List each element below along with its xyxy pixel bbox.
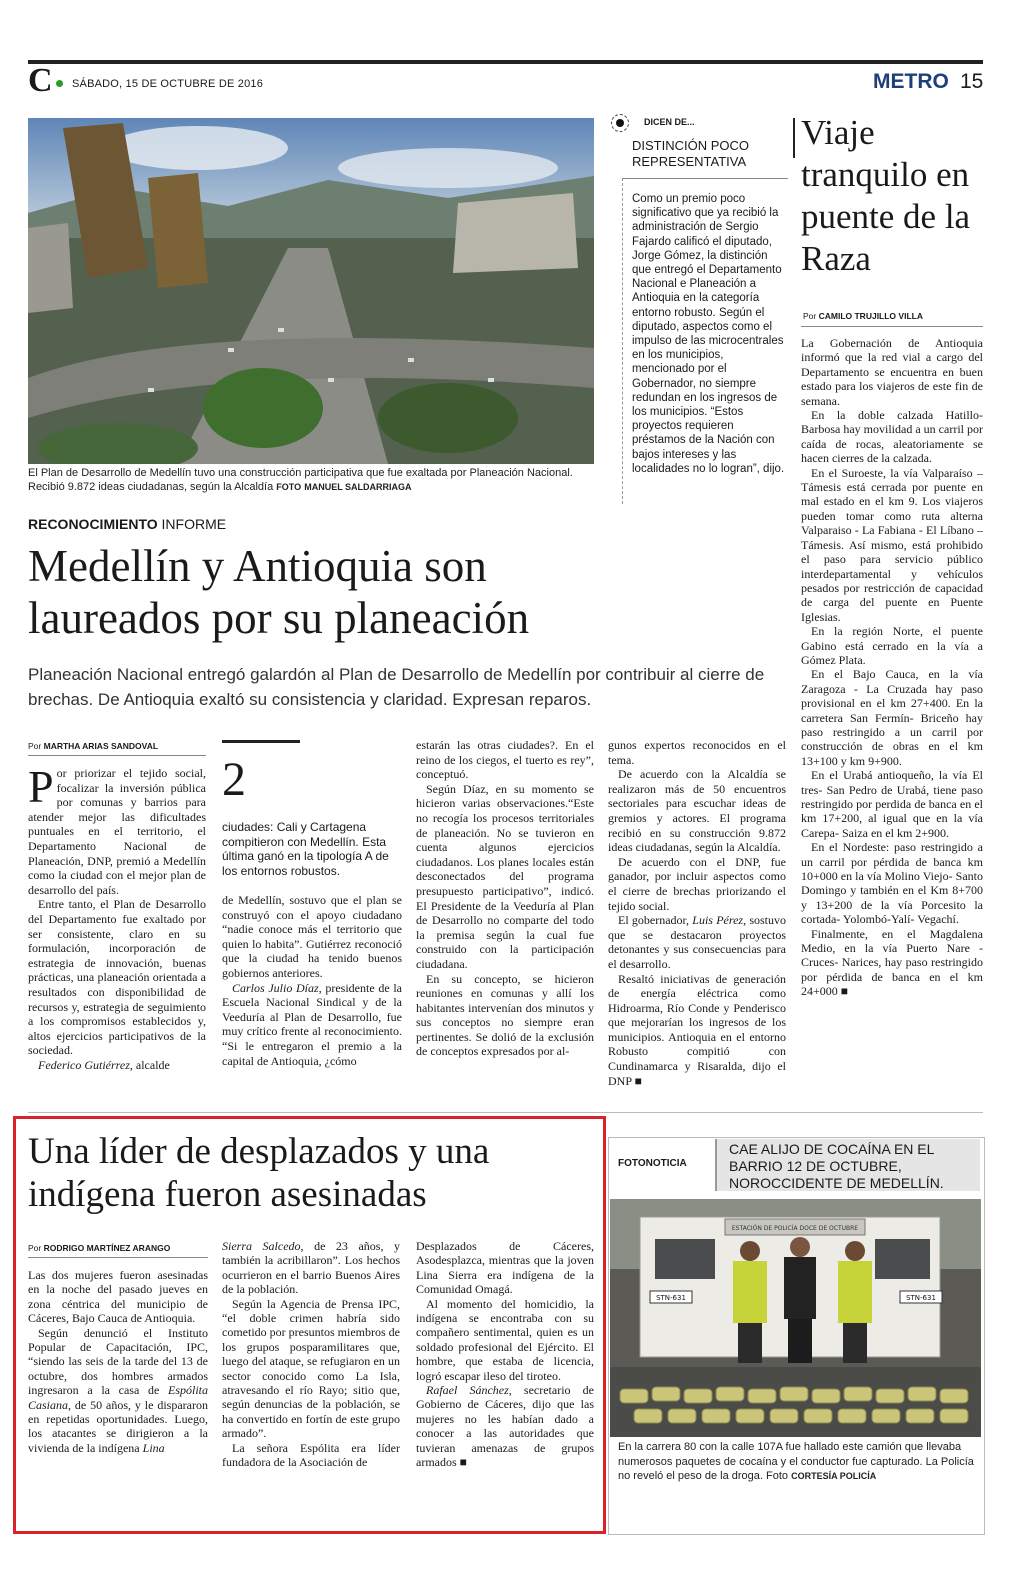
- dicen-body: Como un premio poco significativo que ya recibió la administración de Sergio Fajardo calificó el diputado, Jorge Gómez, la distinción que entregó el Departamento Nacional e Planeación a Antioquia en la categoría entorno robusto. Según el diputado, aspectos como el impulso de las microcentrales en los municipios, mencionado por el Gobernador, no siempre redundan en los ingresos de los municipios. “Estos proyectos requieren préstamos de la Nación con bajos intereses y las localidades no lo logran”, dijo.: [632, 193, 785, 475]
- viaje-p8: [801, 927, 983, 999]
- col4-p4-a: El gobernador,: [618, 913, 693, 928]
- main-col3-p2: Según Díaz, en su momento se hicieron varias observaciones.“Este no recogía los procesos territoriales de planeación. No se tuvieron en cuenta algunos ejercicios ciudadanos. Los planes locales están desconectados del programa presupuesto participativo”, indicó. El Presidente de la Veeduría al Plan de Desarrollo no comparte del todo la premisa según la cual fue construido con la participación ciudadana.: [416, 781, 594, 971]
- viaje-headline: Viaje tranquilo en puente de la Raza: [801, 113, 971, 278]
- main-photo: [28, 118, 594, 464]
- main-col-1: [28, 761, 206, 1072]
- dicen-rule: [622, 178, 788, 179]
- lider-col-2: [222, 1239, 400, 1470]
- end-mark: ■: [840, 984, 849, 999]
- byline-por: Por: [28, 741, 42, 751]
- main-dek: Planeación Nacional entregó galardón al Plan de Desarrollo de Medellín por contribuir al cierre de brechas. De Antioquia exaltó su consistencia y claridad. Expresan reparos.: [28, 665, 765, 709]
- person-name: Federico Gutiérrez: [38, 1057, 130, 1072]
- drop-cap: P: [28, 761, 54, 812]
- lider-col-1: [28, 1268, 208, 1455]
- col4-p5-text: Resaltó iniciativas de generación de energía eléctrica como Hidroarma, Río Conde y Penderisco que mejorarían los ingresos de los municipios. Antioquia en el entorno Robusto compitió con Cundinamarca y Risaralda, dijo el DNP: [608, 971, 786, 1088]
- dicen-border: [622, 178, 624, 504]
- lider-headline: Una líder de desplazados y una indígena fueron asesinadas: [28, 1131, 490, 1215]
- main-col3-p1: estarán las otras ciudades?. En el reino de los ciegos, el tuerto es rey”, conceptuó.: [416, 738, 594, 782]
- truck-sign: ESTACIÓN DE POLICÍA DOCE DE OCTUBRE: [731, 1225, 859, 1232]
- col1-p1-text: or priorizar el tejido social, focalizar la inversión pública por comunas y barrios para atender mejor las dificultades puntuales en el territorio, el Departamento Nacional de Planeación, DNP, premió a Medellín como la ciudad con el mejor plan de desarrollo del país.: [28, 766, 206, 897]
- logo-dot: [56, 80, 63, 87]
- end-mark: ■: [459, 1455, 467, 1470]
- viaje-p8-text: Finalmente, en el Magdalena Medio, en la vía Puerto Nare - Cruces- Narices, hay paso restringido por pérdida de banca en el km 24+000: [801, 926, 983, 999]
- fotonoticia-label: FOTONOTICIA: [618, 1158, 687, 1169]
- main-byline-rule: [28, 755, 206, 756]
- viaje-p1: La Gobernación de Antioquia informó que la red vial a cargo del Departamento se encuentra en buen estado para los viajeros de este fin de semana.: [801, 336, 983, 408]
- lider-col3-p2: Al momento del homicidio, la indígena se encontraba con su compañero sentimental, quien es un soldado profesional del Ejército. El hombre, que estaba de licencia, logró escapar ileso del tiroteo.: [416, 1296, 594, 1383]
- byline-por: Por: [28, 1243, 42, 1253]
- lider-col-3: [416, 1239, 594, 1470]
- person-name: Rafael Sánchez: [426, 1383, 509, 1398]
- viaje-p7: En el Nordeste: paso restringido a un carril por pérdida de banca km 10+000 en la vía Molino Viejo- Santo Domingo y también en el Km 8+700 y 13+200 de la vía Porcesito la cortada- Yolombó-Yalí- Vegachí.: [801, 840, 983, 927]
- main-col2-p2: [222, 981, 402, 1069]
- kicker-bold: RECONOCIMIENTO: [28, 516, 158, 532]
- person-name: Luis Pérez: [692, 913, 744, 928]
- section-name: METRO: [873, 70, 949, 93]
- page-number: 15: [960, 70, 984, 93]
- viaje-p4: En la región Norte, el puente Gabino está cerrado en la vía a Gómez Plata.: [801, 624, 983, 667]
- main-col-3: [416, 738, 594, 1059]
- lider-col3-p3: [416, 1383, 594, 1469]
- newspaper-logo: C: [28, 62, 53, 99]
- lider-col2-p1: [222, 1239, 400, 1297]
- caption-text: En la carrera 80 con la calle 107A fue hallado este camión que llevaba numerosos paquetes de cocaína y el conductor fue capturado. La Policía no reveló el peso de la droga. Foto: [618, 1441, 974, 1482]
- dicen-label: DICEN DE...: [644, 117, 695, 127]
- speech-icon-dot: [616, 119, 624, 127]
- viaje-body: [801, 336, 983, 999]
- lider-col1-p1: Las dos mujeres fueron asesinadas en la noche del pasado jueves en zona céntrica del municipio de Cáceres, Bajo Cauca de Antioquia.: [28, 1268, 208, 1326]
- viaje-rule: [801, 326, 983, 327]
- main-headline: Medellín y Antioquia son laureados por su planeación: [28, 541, 530, 643]
- issue-date: SÁBADO, 15 DE OCTUBRE DE 2016: [72, 78, 264, 90]
- col2-p2-text: , presidente de la Escuela Nacional Sindical y de la Veeduría al Plan de Desarrollo, fue muy crítico frente al reconocimiento. “Si le entregaron el premio a la capital de Antioquia, ¿cómo: [222, 980, 402, 1068]
- main-col2-p1: de Medellín, sostuvo que el plan se construyó con el apoyo ciudadano “nadie conoce más el territorio que quien lo habita”. Gutiérrez reconoció que la ciudad ha tenido buenos gobiernos anteriores.: [222, 893, 402, 980]
- main-col-2: [222, 893, 402, 1068]
- main-col4-p5: [608, 972, 786, 1089]
- photo-credit-label: FOTO: [276, 482, 302, 492]
- fotonoticia-photo: [610, 1199, 981, 1437]
- main-byline: [28, 741, 158, 751]
- main-col1-p3: [28, 1058, 206, 1073]
- col2-p1-text: , de 23 años, y también la acribillaron”. Los hechos ocurrieron en el barrio Buenos Aires de la población.: [222, 1239, 400, 1297]
- main-col1-p2: Entre tanto, el Plan de Desarrollo del Departamento fue exaltado por ser consistente, claro en su formulación, incorporación de estrategia de innovación, buenas prácticas, una planeación orientada a resultados con disponibilidad de recursos y, estrategia de seguimiento a los compromisos establecidos y, altos ejercicios participativos de la sociedad.: [28, 897, 206, 1058]
- kicker-text: INFORME: [161, 516, 227, 532]
- viaje-accent: [793, 118, 795, 158]
- person-name: Lina: [142, 1440, 165, 1455]
- fotonoticia-caption: [618, 1440, 978, 1484]
- lider-col2-p3: La señora Espólita era líder fundadora de la Asociación de: [222, 1440, 400, 1470]
- main-col-4: [608, 738, 786, 1088]
- byline-name: CAMILO TRUJILLO VILLA: [818, 311, 923, 321]
- lider-col3-p1: Desplazados de Cáceres, Asodesplazca, mientras que la joven Lina Sierra era indígena de la Comunidad Omagá.: [416, 1239, 594, 1297]
- plate-right: STN-631: [906, 1294, 936, 1302]
- lider-col1-p2: [28, 1326, 208, 1456]
- viaje-p5: En el Bajo Cauca, en la vía Zaragoza - La Cruzada hay paso provisional en el km 27+400. En la carretera San Fermín- Briceño hay paso restringido a un carril por construcción de obras en el km 13+100 y km 9+900.: [801, 667, 983, 768]
- main-photo-caption: [28, 466, 594, 494]
- col4-p4-b: , sostuvo que se destacaron proyectos detonantes y sus consecuencias para el desarrollo.: [608, 913, 786, 971]
- lider-byline: [28, 1243, 170, 1253]
- fact-rule: [222, 740, 300, 743]
- lider-col2-p2: Según la Agencia de Prensa IPC, “el doble crimen habría sido cometido por presuntos miembros de los grupos posparamilitares que, luego del ataque, se refugiaron en un sector conocido como La Isla, atravesando el río Rayo; sitio que, según denuncias de la población, se ha convertido en fortín de este grupo armado”.: [222, 1296, 400, 1441]
- viaje-byline: [803, 311, 923, 321]
- col1-p3-text: , alcalde: [129, 1057, 170, 1072]
- main-col4-p2: De acuerdo con la Alcaldía se realizaron más de 50 encuentros sectoriales para escuchar ideas de gremios y actores. El programa recibió en su construcción 9.872 ideas ciudadanas, según la Alcaldía.: [608, 767, 786, 855]
- viaje-p6: En el Urabá antioqueño, la vía El tres- San Pedro de Urabá, tiene paso restringido por perdida de banca en el km 17+200, al igual que en la vía Carepa- Saiza en el km 2+900.: [801, 768, 983, 840]
- person-name: Carlos Julio Díaz: [232, 980, 319, 995]
- col1-p2-a: Según denunció el Instituto Popular de Capacitación, IPC, “siendo las seis de la tarde del 13 de octubre, dos hombres armados ingresaron a la casa de: [28, 1325, 208, 1398]
- speech-icon: [611, 114, 629, 132]
- byline-name: RODRIGO MARTÍNEZ ARANGO: [43, 1243, 171, 1253]
- viaje-p2: En la doble calzada Hatillo-Barbosa hay movilidad a un carril por caída de rocas, aleatoriamente se hacen cierres de la calzada.: [801, 408, 983, 466]
- main-col3-p3: En su concepto, se hicieron reuniones en comunas y allí los habitantes intervenían dos minutos y sus conceptos no siempre eran pertinentes. Se dolió de la exclusión de conceptos expresados por al-: [416, 971, 594, 1059]
- main-kicker: [28, 516, 226, 532]
- main-col4-p1: gunos expertos reconocidos en el tema.: [608, 738, 786, 767]
- header-rule: [28, 60, 983, 64]
- viaje-p3: En el Suroeste, la vía Valparaíso – Támesis está cerrada por puente en mal estado en el km 9. Los viajeros pueden tomar como ruta alterna Valparaiso - La Fabiana - El Líbano – Támesis. Así mismo, está prohibido el paso para servicio público interdepartamental y vehículos pesados por restricción de capacidad de carga del puente en Puente Iglesias.: [801, 465, 983, 624]
- fotonoticia-title: CAE ALIJO DE COCAÍNA EN EL BARRIO 12 DE OCTUBRE, NOROCCIDENTE DE MEDELLÍN.: [715, 1139, 980, 1191]
- person-name: Espólita Casiana: [28, 1383, 208, 1412]
- col1-p2-b: , de 50 años, y le dispararon en repetidas oportunidades. Luego, los atacantes se dirigieron a la vivienda de la indígena: [28, 1397, 208, 1455]
- col3-p3-text: , secretario de Gobierno de Cáceres, dijo que las mujeres no les habían dado a conocer a las autoridades que tuvieran amenazas de grupos armados: [416, 1383, 594, 1470]
- section-divider: [28, 1112, 983, 1113]
- person-name: Sierra Salcedo: [222, 1239, 301, 1253]
- byline-name: MARTHA ARIAS SANDOVAL: [43, 741, 159, 751]
- fact-text: ciudades: Cali y Cartagena compitieron con Medellín. Esta última ganó en la tipología A de los entornos robustos.: [222, 820, 389, 878]
- caption-text: El Plan de Desarrollo de Medellín tuvo una construcción participativa que fue exaltada por Planeación Nacional. Recibió 9.872 ideas ciudadanas, según la Alcaldía: [28, 467, 573, 493]
- main-col4-p3: De acuerdo con el DNP, fue ganador, por incluir aspectos como el cierre de brechas priorizando el tejido social.: [608, 854, 786, 913]
- main-col1-p1: [28, 761, 206, 897]
- photo-credit-name: CORTESÍA POLICÍA: [791, 1471, 877, 1481]
- byline-por: Por: [803, 311, 817, 321]
- dicen-title: DISTINCIÓN POCO REPRESENTATIVA: [632, 138, 750, 169]
- end-mark: ■: [634, 1073, 642, 1088]
- plate-left: STN-631: [656, 1294, 686, 1302]
- fact-number: 2: [222, 753, 246, 806]
- photo-credit-name: MANUEL SALDARRIAGA: [304, 482, 412, 492]
- lider-byline-rule: [28, 1257, 208, 1258]
- main-col4-p4: [608, 913, 786, 971]
